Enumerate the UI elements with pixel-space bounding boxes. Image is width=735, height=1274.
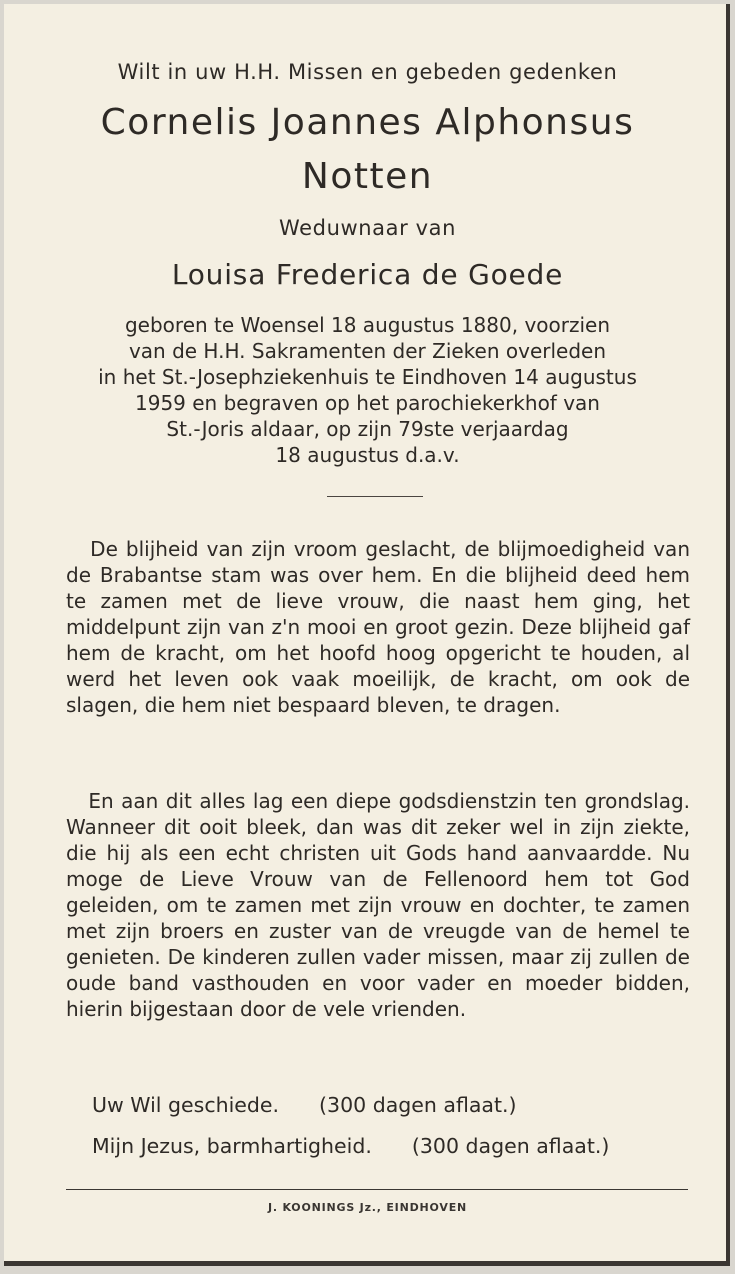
bottom-rule	[66, 1189, 688, 1190]
bio-line: van de H.H. Sakramenten der Zieken overleden	[128, 339, 607, 363]
prayer-line-2	[92, 1134, 609, 1158]
bio-line: geboren te Woensel 18 augustus 1880, voorzien	[124, 313, 611, 337]
prayer-line-1	[92, 1093, 517, 1117]
intro-line: Wilt in uw H.H. Missen en gebeden gedenken	[117, 60, 618, 84]
printer-imprint: J. KOONINGS Jz., EINDHOVEN	[267, 1201, 468, 1214]
separator-line	[327, 496, 423, 497]
relation-line: Weduwnaar van	[278, 216, 457, 240]
spouse-name: Louisa Frederica de Goede	[171, 258, 564, 291]
tribute-paragraph-1	[66, 536, 690, 718]
deceased-given-names: Cornelis Joannes Alphonsus	[100, 102, 635, 143]
bio-line: 1959 en begraven op het parochiekerkhof van	[135, 391, 600, 415]
indulgence-note: (300 dagen aflaat.)	[319, 1093, 517, 1117]
bio-line: in het St.-Josephziekenhuis te Eindhoven 14 augustus	[98, 365, 637, 389]
tribute-paragraph-2	[66, 788, 690, 1022]
deceased-surname: Notten	[301, 156, 434, 197]
tribute-text-2: En aan dit alles lag een diepe godsdienstzin ten grondslag. Wanneer dit ooit bleek, dan was dit zeker wel in zijn ziekte, die hij als een echt christen uit Gods hand aanvaardde. Nu moge de Lieve Vrouw van de Fellenoord hem tot God geleiden, om te zamen met zijn vrouw en dochter, te zamen met zijn broers en zuster van de vreugde van de hemel te genieten. De kinderen zullen vader missen, maar zij zullen de oude band vasthouden en voor vader en moeder bidden, hierin bijgestaan door de vele vrienden.	[66, 789, 690, 1021]
prayer-text: Uw Wil geschiede.	[92, 1093, 280, 1117]
biography-block	[0, 312, 735, 468]
indulgence-note: (300 dagen aflaat.)	[411, 1134, 610, 1158]
bio-line: 18 augustus d.a.v.	[275, 443, 460, 467]
bio-line: St.-Joris aldaar, op zijn 79ste verjaardag	[166, 417, 569, 441]
tribute-text-1: De blijheid van zijn vroom geslacht, de blijmoedigheid van de Brabantse stam was over hem. En die blijheid deed hem te zamen met de lieve vrouw, die naast hem ging, het middelpunt zijn van z'n mooi en groot gezin. Deze blijheid gaf hem de kracht, om het hoofd hoog opgericht te houden, al werd het leven ook vaak moeilijk, de kracht, om ook de slagen, die hem niet bespaard bleven, te dragen.	[66, 537, 690, 717]
prayer-text: Mijn Jezus, barmhartigheid.	[92, 1134, 372, 1158]
